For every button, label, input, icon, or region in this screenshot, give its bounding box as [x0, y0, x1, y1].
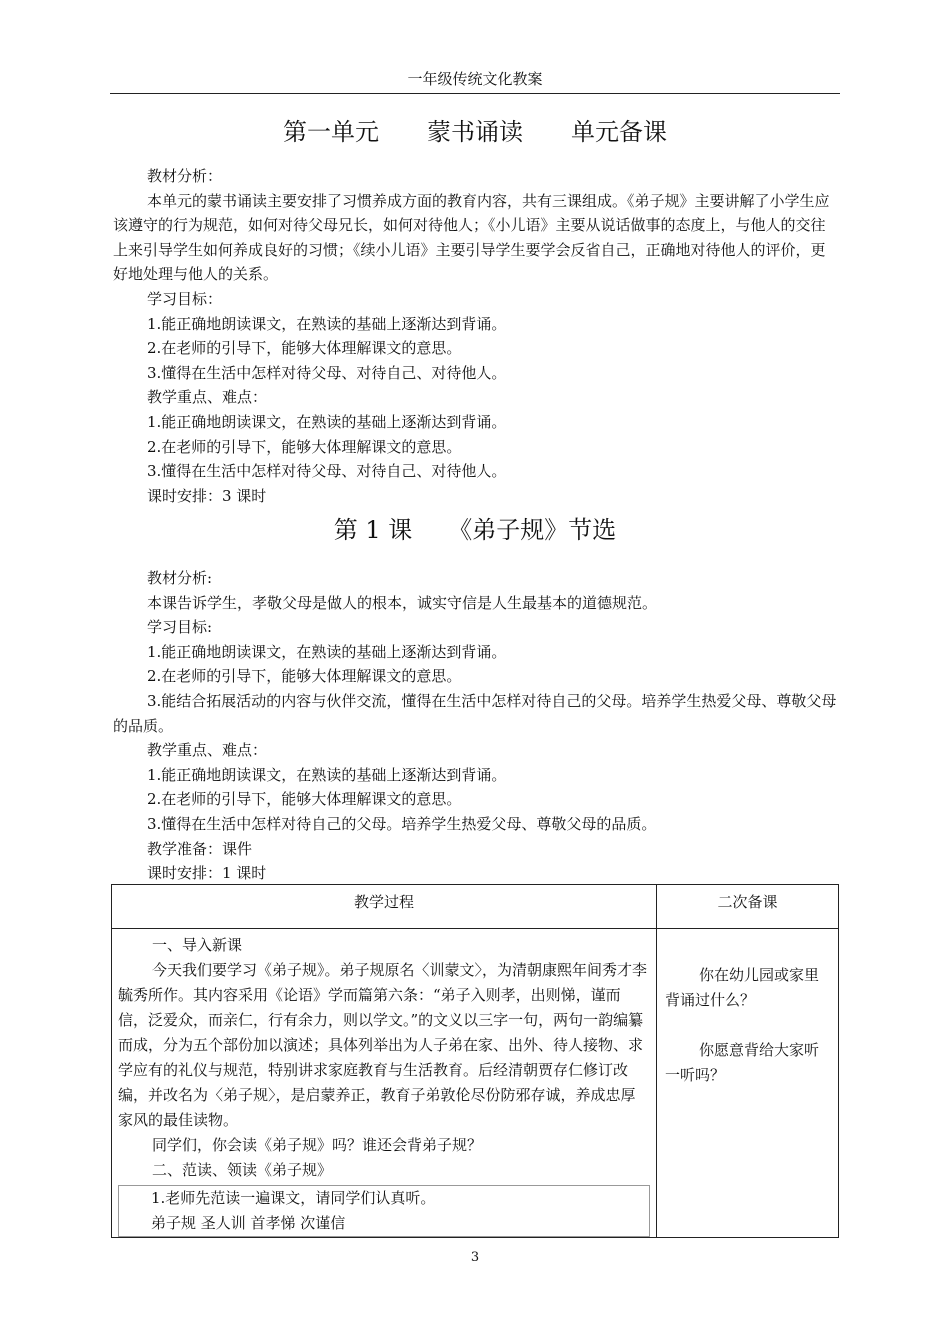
unit-goals-label: 学习目标： — [147, 289, 223, 308]
page-number: 3 — [470, 1250, 480, 1265]
unit-focus-label: 教学重点、难点： — [147, 388, 268, 407]
lesson-focus-item: 2.在老师的引导下，能够大体理解课文的意思。 — [147, 790, 462, 809]
lesson-preparation: 教学准备：课件 — [147, 839, 253, 858]
table-header-row — [112, 885, 839, 929]
reading-step: 1.老师先范读一遍课文，请同学们认真听。 — [151, 1189, 436, 1207]
lesson-focus-item: 3.懂得在生活中怎样对待自己的父母。培养学生热爱父母、尊敬父母的品质。 — [147, 814, 657, 833]
notes-question: 你愿意背给大家听一听吗？ — [665, 1041, 820, 1084]
teaching-process-table — [111, 884, 839, 1238]
section-heading: 二、范读、领读《弟子规》 — [152, 1161, 333, 1179]
column-header-notes: 二次备课 — [657, 885, 839, 929]
unit-goal-item: 3.懂得在生活中怎样对待父母、对待自己、对待他人。 — [147, 363, 507, 382]
unit-title: 第一单元 蒙书诵读 单元备课 — [283, 118, 667, 146]
table-row — [112, 929, 839, 1238]
lesson-focus-item: 1.能正确地朗读课文，在熟读的基础上逐渐达到背诵。 — [147, 765, 507, 784]
unit-goal-item: 2.在老师的引导下，能够大体理解课文的意思。 — [147, 339, 462, 358]
lesson-title: 第 1 课 《弟子规》节选 — [333, 516, 617, 544]
process-cell — [112, 929, 657, 1238]
unit-schedule: 课时安排：3 课时 — [147, 486, 267, 505]
section-question: 同学们，你会读《弟子规》吗？谁还会背弟子规？ — [152, 1136, 483, 1154]
unit-focus-item: 3.懂得在生活中怎样对待父母、对待自己、对待他人。 — [147, 462, 507, 481]
section-heading: 一、导入新课 — [152, 936, 243, 954]
notes-spacer — [665, 1013, 830, 1038]
lesson-analysis-text: 本课告诉学生，孝敬父母是做人的根本，诚实守信是人生最基本的道德规范。 — [147, 593, 658, 612]
reading-box — [118, 1185, 650, 1237]
header-divider — [110, 93, 840, 94]
notes-cell — [657, 929, 839, 1238]
lesson-goal-item: 2.在老师的引导下，能够大体理解课文的意思。 — [147, 667, 462, 686]
column-header-process: 教学过程 — [112, 885, 657, 929]
verse-line: 弟子规 圣人训 首孝悌 次谨信 — [151, 1214, 346, 1232]
lesson-schedule: 课时安排：1 课时 — [147, 864, 267, 883]
lesson-goal-item: 3.能结合拓展活动的内容与伙伴交流，懂得在生活中怎样对待自己的父母。培养学生热爱父母、尊敬父母的品质。 — [113, 691, 837, 735]
lesson-overview — [113, 566, 840, 886]
unit-focus-item: 2.在老师的引导下，能够大体理解课文的意思。 — [147, 437, 462, 456]
lesson-goal-item: 1.能正确地朗读课文，在熟读的基础上逐渐达到背诵。 — [147, 642, 507, 661]
page-header: 一年级传统文化教案 — [407, 70, 543, 88]
unit-focus-item: 1.能正确地朗读课文，在熟读的基础上逐渐达到背诵。 — [147, 412, 507, 431]
unit-analysis-label: 教材分析： — [147, 167, 223, 185]
lesson-analysis-label: 教材分析: — [147, 569, 213, 587]
unit-analysis-text: 本单元的蒙书诵读主要安排了习惯养成方面的教育内容，共有三课组成。《弟子规》主要讲解了小学生应该遵守的行为规范，如何对待父母兄长，如何对待他人；《小儿语》主要从说话做事的态度上，与他人的交往上来引导学生如何养成良好的习惯；《续小儿语》主要引导学生要学会反省自己，正确地对待他人的评价，更好地处理与他人的关系。 — [113, 191, 830, 284]
unit-goal-item: 1.能正确地朗读课文，在熟读的基础上逐渐达到背诵。 — [147, 314, 507, 333]
lesson-focus-label: 教学重点、难点： — [147, 741, 268, 760]
lesson-goals-label: 学习目标: — [147, 618, 213, 637]
section-text: 今天我们要学习《弟子规》。弟子规原名〈训蒙文〉，为清朝康熙年间秀才李毓秀所作。其内容采用《论语》学而篇第六条：“弟子入则孝，出则悌，谨而信，泛爱众，而亲仁，行有余力，则以学文。”的文义以三字一句，两句一韵编纂而成，分为五个部份加以演述；具体列举出为人子弟在家、出外、待人接物、求学应有的礼仪与规范，特别讲求家庭教育与生活教育。后经清朝贾存仁修订改编，并改名为〈弟子规〉，是启蒙养正，教育子弟敦伦尽份防邪存诚，养成忠厚家风的最佳读物。 — [118, 961, 648, 1129]
unit-overview — [113, 164, 840, 508]
notes-question: 你在幼儿园或家里背诵过什么？ — [665, 966, 820, 1009]
